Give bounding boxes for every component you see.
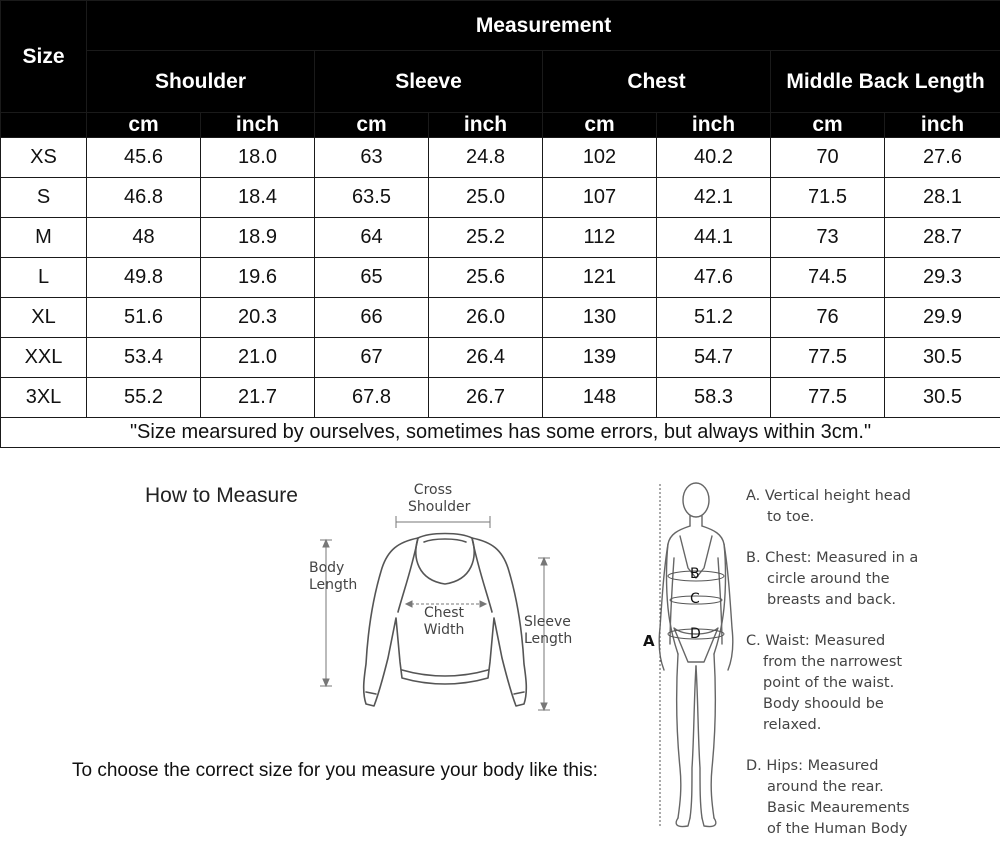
measurement-cell: 26.0 bbox=[429, 298, 543, 338]
body-length-label-line2: Length bbox=[309, 577, 358, 593]
group-header-middle-back-length: Middle Back Length bbox=[771, 51, 1000, 113]
measurement-cell: 18.4 bbox=[201, 178, 315, 218]
measurement-cell: 77.5 bbox=[771, 378, 885, 418]
sleeve-length-label-line2: Length bbox=[524, 631, 573, 647]
measurement-cell: 25.6 bbox=[429, 258, 543, 298]
unit-header: inch bbox=[201, 113, 315, 138]
measurement-cell: 19.6 bbox=[201, 258, 315, 298]
measurement-cell: 64 bbox=[315, 218, 429, 258]
table-row bbox=[1, 178, 1000, 218]
measurement-cell: 28.7 bbox=[885, 218, 1000, 258]
group-header-chest: Chest bbox=[543, 51, 771, 113]
size-label: 3XL bbox=[1, 378, 87, 418]
measurement-cell: 40.2 bbox=[657, 138, 771, 178]
measurement-cell: 30.5 bbox=[885, 338, 1000, 378]
legend-b-line: circle around the bbox=[767, 571, 890, 587]
measurement-cell: 49.8 bbox=[87, 258, 201, 298]
legend-d bbox=[746, 756, 910, 840]
legend-c-line: Body shoould be bbox=[763, 696, 884, 712]
measurement-cell: 42.1 bbox=[657, 178, 771, 218]
legend-d-line: D. Hips: Measured bbox=[746, 758, 879, 774]
table-row bbox=[1, 258, 1000, 298]
measurement-cell: 130 bbox=[543, 298, 657, 338]
measurement-cell: 58.3 bbox=[657, 378, 771, 418]
legend-a bbox=[746, 486, 911, 528]
choose-size-instruction: To choose the correct size for you measure your body like this: bbox=[72, 760, 598, 781]
legend-d-line: around the rear. bbox=[767, 779, 884, 795]
measurement-cell: 20.3 bbox=[201, 298, 315, 338]
legend-c-line: C. Waist: Measured bbox=[746, 633, 886, 649]
measurement-cell: 21.0 bbox=[201, 338, 315, 378]
measurement-cell: 44.1 bbox=[657, 218, 771, 258]
table-row bbox=[1, 298, 1000, 338]
measurement-cell: 139 bbox=[543, 338, 657, 378]
body-length-label-line1: Body bbox=[309, 560, 345, 576]
measurement-cell: 74.5 bbox=[771, 258, 885, 298]
size-label: XS bbox=[1, 138, 87, 178]
chest-width-label-line2: Width bbox=[423, 622, 465, 638]
measurement-cell: 18.0 bbox=[201, 138, 315, 178]
measurement-cell: 53.4 bbox=[87, 338, 201, 378]
legend-c-line: from the narrowest bbox=[763, 654, 903, 670]
measurement-note: "Size mearsured by ourselves, sometimes has some errors, but always within 3cm." bbox=[1, 418, 1000, 448]
table-row bbox=[1, 338, 1000, 378]
measurement-cell: 77.5 bbox=[771, 338, 885, 378]
measurement-header: Measurement bbox=[87, 1, 1000, 51]
size-label: S bbox=[1, 178, 87, 218]
size-rows bbox=[1, 138, 1000, 418]
measurement-cell: 26.4 bbox=[429, 338, 543, 378]
measurement-cell: 45.6 bbox=[87, 138, 201, 178]
measurement-cell: 107 bbox=[543, 178, 657, 218]
measurement-cell: 67.8 bbox=[315, 378, 429, 418]
legend-b-line: B. Chest: Measured in a bbox=[746, 550, 919, 566]
marker-b: B bbox=[690, 566, 700, 582]
measurement-cell: 26.7 bbox=[429, 378, 543, 418]
measurement-cell: 112 bbox=[543, 218, 657, 258]
legend-c-line: point of the waist. bbox=[763, 675, 895, 691]
measurement-cell: 21.7 bbox=[201, 378, 315, 418]
legend-d-line: of the Human Body bbox=[767, 821, 908, 837]
legend-b-line: breasts and back. bbox=[767, 592, 897, 608]
table-row bbox=[1, 138, 1000, 178]
measurement-cell: 55.2 bbox=[87, 378, 201, 418]
measurement-cell: 27.6 bbox=[885, 138, 1000, 178]
marker-c: C bbox=[690, 591, 700, 607]
group-header-shoulder: Shoulder bbox=[87, 51, 315, 113]
measurement-cell: 102 bbox=[543, 138, 657, 178]
measurement-cell: 18.9 bbox=[201, 218, 315, 258]
measurement-cell: 73 bbox=[771, 218, 885, 258]
measurement-cell: 66 bbox=[315, 298, 429, 338]
size-label: XXL bbox=[1, 338, 87, 378]
measurement-cell: 71.5 bbox=[771, 178, 885, 218]
measurement-cell: 30.5 bbox=[885, 378, 1000, 418]
legend-c-line: relaxed. bbox=[763, 717, 822, 733]
measurement-cell: 48 bbox=[87, 218, 201, 258]
unit-header-blank bbox=[1, 113, 87, 138]
unit-header: inch bbox=[429, 113, 543, 138]
cross-shoulder-label-line2: Shoulder bbox=[408, 499, 471, 515]
measurement-cell: 65 bbox=[315, 258, 429, 298]
legend-d-line: Basic Meaurements bbox=[767, 800, 910, 816]
legend-a-line: A. Vertical height head bbox=[746, 488, 911, 504]
chest-width-label-line1: Chest bbox=[423, 605, 465, 621]
cross-shoulder-label-line1: Cross bbox=[413, 482, 453, 498]
measurement-cell: 63 bbox=[315, 138, 429, 178]
unit-header: cm bbox=[543, 113, 657, 138]
measurement-cell: 148 bbox=[543, 378, 657, 418]
measurement-cell: 70 bbox=[771, 138, 885, 178]
size-header: Size bbox=[1, 1, 87, 113]
measurement-cell: 29.9 bbox=[885, 298, 1000, 338]
size-label: M bbox=[1, 218, 87, 258]
unit-header: cm bbox=[87, 113, 201, 138]
legend-c bbox=[746, 631, 902, 736]
legend-b bbox=[746, 548, 918, 611]
measurement-cell: 47.6 bbox=[657, 258, 771, 298]
legend-a-line: to toe. bbox=[767, 509, 815, 525]
group-header-sleeve: Sleeve bbox=[315, 51, 543, 113]
how-to-measure-title: How to Measure bbox=[145, 484, 298, 507]
measurement-cell: 24.8 bbox=[429, 138, 543, 178]
measurement-cell: 63.5 bbox=[315, 178, 429, 218]
unit-header: cm bbox=[771, 113, 885, 138]
table-row bbox=[1, 378, 1000, 418]
size-label: XL bbox=[1, 298, 87, 338]
measurement-cell: 51.6 bbox=[87, 298, 201, 338]
unit-header: cm bbox=[315, 113, 429, 138]
measurement-cell: 46.8 bbox=[87, 178, 201, 218]
marker-d: D bbox=[690, 626, 701, 642]
table-row bbox=[1, 218, 1000, 258]
measurement-cell: 28.1 bbox=[885, 178, 1000, 218]
measurement-cell: 121 bbox=[543, 258, 657, 298]
unit-header: inch bbox=[885, 113, 1000, 138]
body-measurement-diagram bbox=[630, 478, 740, 838]
marker-a: A bbox=[643, 632, 655, 650]
measurement-cell: 76 bbox=[771, 298, 885, 338]
unit-header: inch bbox=[657, 113, 771, 138]
sleeve-length-label-line1: Sleeve bbox=[524, 614, 571, 630]
measurement-cell: 29.3 bbox=[885, 258, 1000, 298]
measurement-cell: 25.2 bbox=[429, 218, 543, 258]
size-label: L bbox=[1, 258, 87, 298]
measurement-cell: 51.2 bbox=[657, 298, 771, 338]
measurement-cell: 67 bbox=[315, 338, 429, 378]
measurement-cell: 54.7 bbox=[657, 338, 771, 378]
measurement-cell: 25.0 bbox=[429, 178, 543, 218]
